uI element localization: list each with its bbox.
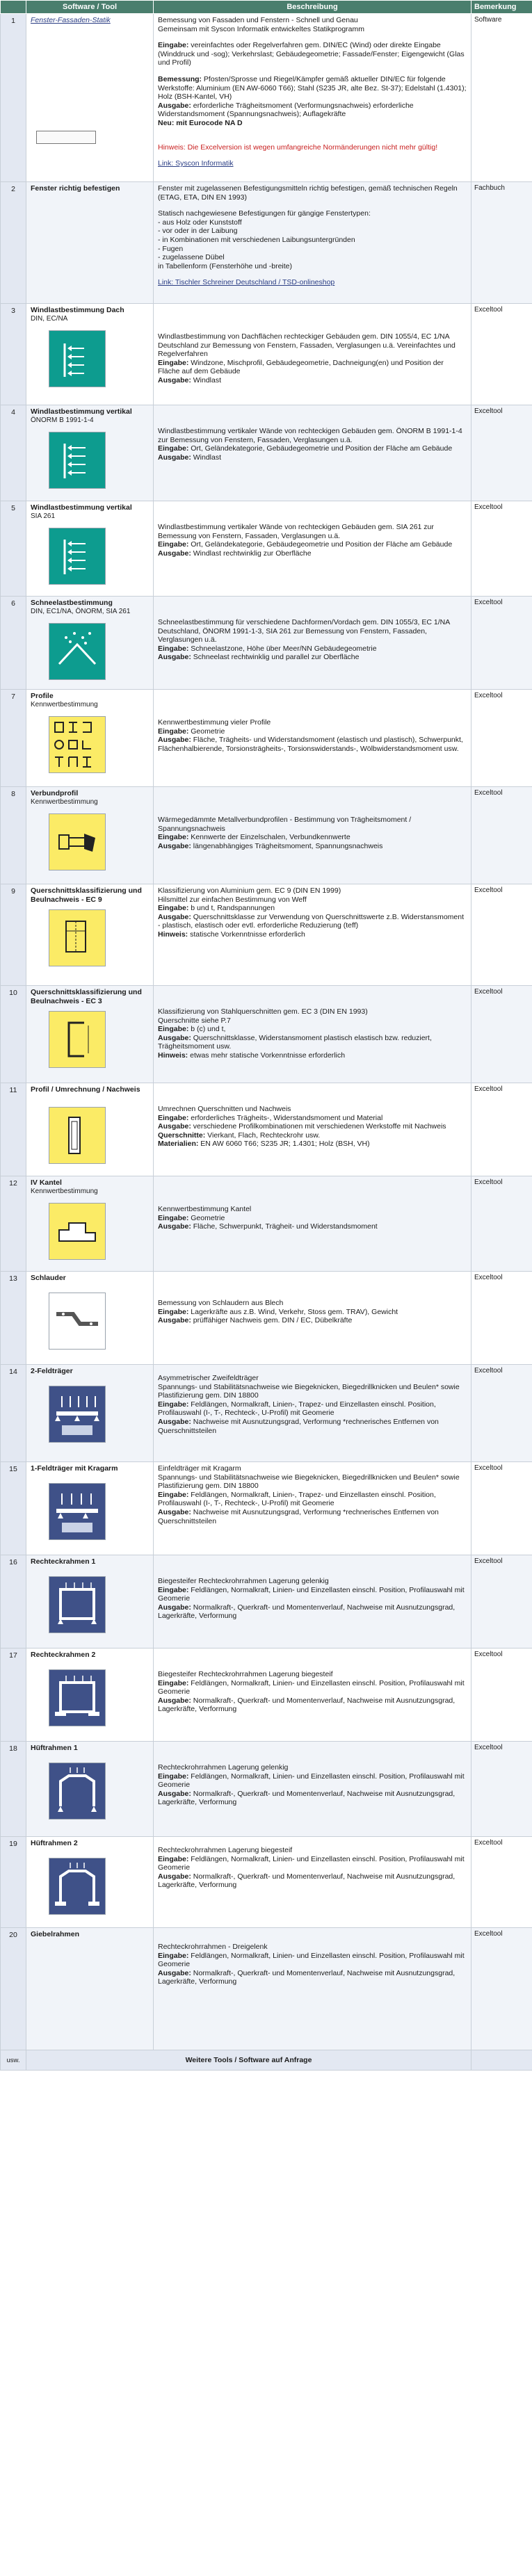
rect-frame-1-thumbnail[interactable] xyxy=(49,1576,106,1633)
hip-frame-2-thumbnail[interactable] xyxy=(49,1858,106,1915)
wind-vertical-thumbnail[interactable] xyxy=(49,432,106,489)
desc-block: Wärmegedämmte Metallverbundprofilen - Bestimmung von Trägheitsmoment / Spannungsnachweis Eingabe: Kennwerte der Einzelschalen, Verbundkennwerte Ausgabe: längenabhängiges Trägheitsmoment, Spannungsnachweis xyxy=(158,816,412,850)
tool-title: Rechteckrahmen 2 xyxy=(31,1651,96,1659)
composite-profile-thumbnail[interactable] xyxy=(49,813,106,870)
table-row xyxy=(1,1837,532,1928)
description-cell xyxy=(154,884,471,986)
tool-cell xyxy=(26,884,154,986)
row-number: 15 xyxy=(1,1462,26,1555)
tool-title: Verbundprofil xyxy=(31,789,79,797)
table-row xyxy=(1,597,532,690)
description-cell xyxy=(154,1837,471,1928)
kantel-thumbnail[interactable] xyxy=(49,1203,106,1260)
tool-title: Hüftrahmen 1 xyxy=(31,1744,78,1752)
row-number: 6 xyxy=(1,597,26,690)
footer-row xyxy=(1,2050,532,2071)
footer-empty xyxy=(471,2050,532,2071)
header-tool: Software / Tool xyxy=(26,1,154,14)
tool-cell xyxy=(26,1837,154,1928)
table-row xyxy=(1,501,532,597)
remark-cell: Exceltool xyxy=(471,1365,532,1462)
header-remark: Bemerkung xyxy=(471,1,532,14)
tool-cell xyxy=(26,597,154,690)
tool-cell xyxy=(26,1083,154,1176)
desc-block: Rechteckrohrrahmen Lagerung biegesteif Eingabe: Feldlängen, Normalkraft, Linien- und Einzellasten einschl. Position, Profilauswahl mit Geomerie Ausgabe: Normalkraft-, Querkraft- und Momentenverlauf, Nachweise mit Ausnutzungsgrad, Lagerkräfte, Verformung xyxy=(158,1846,465,1890)
desc-block: Einfeldträger mit Kragarm Spannungs- und Stabilitätsnachweise wie Biegeknicken, Biegedrillknicken und Beulen* sowie Plastifizierung gem. DIN 18800 Eingabe: Feldlängen, Normalkraft, Linien-, Trapez- und Einzellasten einschl. Position, Profilauswahl (I-, T-, Rechteck-, U-Profil) mit Geomerie Ausgabe: Nachweise mit Ausnutzungsgrad, Verformung *rechnerisches Entfernen von Querschnittsteilen xyxy=(158,1464,460,1525)
table-row xyxy=(1,1928,532,2050)
table-row xyxy=(1,14,532,182)
description-cell xyxy=(154,304,471,405)
row-number: 12 xyxy=(1,1176,26,1272)
schlauder-thumbnail[interactable] xyxy=(49,1293,106,1350)
footer-text: Weitere Tools / Software auf Anfrage xyxy=(26,2050,471,2071)
remark-cell: Exceltool xyxy=(471,1555,532,1649)
table-row xyxy=(1,690,532,787)
desc-block: Schneelastbestimmung für verschiedene Dachformen/Vordach gem. DIN 1055/3, EC 1/NA Deutschland, ÖNORM 1991-1-3, SIA 261 zur Bemessung von Fenstern, Fassaden, Verglasungen u.ä. Eingabe: Schneelastzone, Höhe über Meer/NN Gebäudegeometrie Ausgabe: Schneelast rechtwinklig und parallel zur Oberfläche xyxy=(158,618,450,662)
desc-block: Umrechnen Querschnitten und Nachweis Eingabe: erforderliches Trägheits-, Widerstandsmoment und Material Ausgabe: verschiedene Profilkombinationen mit verschiedenen Werkstoffe mit Nachweis Querschnitte: Vierkant, Flach, Rechteckrohr usw. Materialien: EN AW 6060 T66; S235 JR; 1.4301; Holz (BSH, VH) xyxy=(158,1105,446,1149)
description-cell xyxy=(154,1742,471,1837)
tool-title: Fenster richtig befestigen xyxy=(31,184,120,193)
description-cell xyxy=(154,1462,471,1555)
description-cell xyxy=(154,182,471,304)
description-cell xyxy=(154,597,471,690)
remark-cell: Exceltool xyxy=(471,1742,532,1837)
desc-block: Windlastbestimmung vertikaler Wände von rechteckigen Gebäuden gem. SIA 261 zur Bemessung von Fenstern, Fassaden, Verglasungen u.ä. Eingabe: Ort, Geländekategorie, Gebäudegeometrie und Position der Fläche am Gebäude Ausgabe: Windlast rechtwinklig zur Oberfläche xyxy=(158,523,453,558)
profile-conversion-thumbnail[interactable] xyxy=(49,1107,106,1164)
snow-load-thumbnail[interactable] xyxy=(49,623,106,680)
row-number: 16 xyxy=(1,1555,26,1649)
remark-cell: Exceltool xyxy=(471,501,532,597)
warning-note: Hinweis: Die Excelversion ist wegen umfangreiche Normänderungen nicht mehr gültig! xyxy=(158,143,438,152)
header-row xyxy=(1,1,532,14)
row-number: 8 xyxy=(1,787,26,884)
hip-frame-1-thumbnail[interactable] xyxy=(49,1763,106,1820)
tool-cell xyxy=(26,405,154,501)
tool-title: Profile xyxy=(31,692,54,700)
desc-block: Rechteckrohrrahmen Lagerung gelenkig Eingabe: Feldlängen, Normalkraft, Linien- und Einzellasten einschl. Position, Profilauswahl mit Geomerie Ausgabe: Normalkraft-, Querkraft- und Momentenverlauf, Nachweise mit Ausnutzungsgrad, Lagerkräfte, Verformung xyxy=(158,1763,465,1807)
remark-cell: Exceltool xyxy=(471,597,532,690)
table-row xyxy=(1,1272,532,1365)
remark-cell: Exceltool xyxy=(471,304,532,405)
remark-cell: Exceltool xyxy=(471,1462,532,1555)
row-number: 14 xyxy=(1,1365,26,1462)
rect-frame-2-thumbnail[interactable] xyxy=(49,1669,106,1726)
table-row xyxy=(1,1742,532,1837)
remark-cell: Exceltool xyxy=(471,884,532,986)
remark-cell: Exceltool xyxy=(471,986,532,1083)
remark-cell: Exceltool xyxy=(471,1837,532,1928)
description-cell xyxy=(154,1365,471,1462)
desc-block: Klassifizierung von Stahlquerschnitten gem. EC 3 (DIN EN 1993) Querschnitte siehe P.7 Eingabe: b (c) und t, Ausgabe: Querschnittsklasse, Widerstansmoment plastisch elastisch bzw. reduziert, Trägheitsmoment usw. Hinweis: etwas mehr statische Vorkenntnisse erforderlich xyxy=(158,1007,432,1060)
tool-title: Schneelastbestimmung xyxy=(31,599,113,607)
row-number: 18 xyxy=(1,1742,26,1837)
tool-title: 1-Feldträger mit Kragarm xyxy=(31,1464,118,1473)
tool-title: Rechteckrahmen 1 xyxy=(31,1557,96,1566)
desc-block: Biegesteifer Rechteckrohrrahmen Lagerung gelenkig Eingabe: Feldlängen, Normalkraft, Linien- und Einzellasten einschl. Position, Profilauswahl mit Geomerie Ausgabe: Normalkraft-, Querkraft- und Momentenverlauf, Nachweise mit Ausnutzungsgrad, Lagerkräfte, Verformung xyxy=(158,1577,465,1621)
tool-cell xyxy=(26,1555,154,1649)
description-cell xyxy=(154,1928,471,2050)
remark-cell: Software xyxy=(471,14,532,182)
desc-line: Eingabe: vereinfachtes oder Regelverfahren gem. DIN/EC (Wind) oder direkte Eingabe (Winddruck und -sog); Verkehrslast; Gebäudegeometrie; Fassade/Fenster; Eigengewicht (Glas und Profil) xyxy=(158,41,465,67)
desc-block: Windlastbestimmung von Dachflächen rechteckiger Gebäuden gem. DIN 1055/4, EC 1/NA Deutschland zur Bemessung von Fenstern, Fassaden, Verglasungen u.ä. Vereinfachtes und Regelverfahren Eingabe: Windzone, Mischprofil, Gebäudegeometrie, Dachneigung(en) und Position der Fläche auf dem Gebäude Ausgabe: Windlast xyxy=(158,332,456,384)
remark-cell: Fachbuch xyxy=(471,182,532,304)
tool-title-link[interactable]: Fenster-Fassaden-Statik xyxy=(31,16,111,24)
remark-cell: Exceltool xyxy=(471,1649,532,1742)
remark-cell: Exceltool xyxy=(471,1928,532,2050)
description-cell xyxy=(154,986,471,1083)
two-span-beam-thumbnail[interactable] xyxy=(49,1386,106,1443)
table-row xyxy=(1,1176,532,1272)
description-cell xyxy=(154,787,471,884)
desc-block: Windlastbestimmung vertikaler Wände von rechteckigen Gebäuden gem. ÖNORM B 1991-1-4 zur Bemessung von Fenstern, Fassaden, Verglasungen u.ä. Eingabe: Ort, Geländekategorie, Gebäudegeometrie und Position der Fläche am Gebäude Ausgabe: Windlast xyxy=(158,427,462,462)
tsd-link[interactable]: Link: Tischler Schreiner Deutschland / TSD-onlineshop xyxy=(158,278,335,287)
tool-title: Hüftrahmen 2 xyxy=(31,1839,78,1847)
row-number: 17 xyxy=(1,1649,26,1742)
description-cell xyxy=(154,1649,471,1742)
wind-roof-thumbnail[interactable] xyxy=(49,330,106,387)
header-desc: Beschreibung xyxy=(154,1,471,14)
row-number: 3 xyxy=(1,304,26,405)
footer-num: usw. xyxy=(1,2050,26,2071)
desc-block: Asymmetrischer Zweifeldträger Spannungs- und Stabilitätsnachweise wie Biegeknicken, Biegedrillknicken und Beulen* sowie Plastifizierung gem. DIN 18800 Eingabe: Feldlängen, Normalkraft, Linien-, Trapez- und Einzellasten einschl. Position, Profilauswahl (I-, T-, Rechteck-, U-Profil) mit Geomerie Ausgabe: Nachweise mit Ausnutzungsgrad, Verformung *rechnerisches Entfernen von Querschnittsteilen xyxy=(158,1374,460,1435)
cantilever-beam-thumbnail[interactable] xyxy=(49,1483,106,1540)
tool-cell xyxy=(26,1928,154,2050)
table-row xyxy=(1,1555,532,1649)
tool-cell xyxy=(26,1176,154,1272)
download-button[interactable] xyxy=(36,131,96,144)
tool-title: Schlauder xyxy=(31,1274,66,1282)
description-cell xyxy=(154,690,471,787)
remark-cell: Exceltool xyxy=(471,787,532,884)
remark-cell: Exceltool xyxy=(471,690,532,787)
tool-title: Querschnittsklassifizierung und Beulnachweis - EC 3 xyxy=(31,988,142,1005)
description-cell xyxy=(154,14,471,182)
tool-cell xyxy=(26,787,154,884)
tool-title: Windlastbestimmung Dach xyxy=(31,306,124,314)
row-number: 11 xyxy=(1,1083,26,1176)
desc-block: Biegesteifer Rechteckrohrrahmen Lagerung biegesteif Eingabe: Feldlängen, Normalkraft, Linien- und Einzellasten einschl. Position, Profilauswahl mit Geomerie Ausgabe: Normalkraft-, Querkraft- und Momentenverlauf, Nachweise mit Ausnutzungsgrad, Lagerkräfte, Verformung xyxy=(158,1670,465,1714)
tool-title: Profil / Umrechnung / Nachweis xyxy=(31,1085,140,1094)
desc-line: Bemessung von Fassaden und Fenstern - Schnell und Genau Gemeinsam mit Syscon Informatik entwickeltes Statikprogramm xyxy=(158,16,365,33)
tool-subtitle: ÖNORM B 1991-1-4 xyxy=(31,416,94,424)
description-cell xyxy=(154,1272,471,1365)
tool-subtitle: DIN, EC/NA xyxy=(31,314,68,323)
table-row xyxy=(1,1083,532,1176)
row-number: 19 xyxy=(1,1837,26,1928)
tool-cell xyxy=(26,1462,154,1555)
tool-cell xyxy=(26,501,154,597)
remark-cell: Exceltool xyxy=(471,1083,532,1176)
profile-shapes-thumbnail[interactable] xyxy=(49,716,106,773)
header-num xyxy=(1,1,26,14)
tool-cell xyxy=(26,1649,154,1742)
row-number: 2 xyxy=(1,182,26,304)
description-cell xyxy=(154,501,471,597)
tool-cell xyxy=(26,1272,154,1365)
desc-block: Bemessung von Schlaudern aus Blech Eingabe: Lagerkräfte aus z.B. Wind, Verkehr, Stoss gem. TRAV), Gewicht Ausgabe: prüffähiger Nachweis gem. DIN / EC, Dübelkräfte xyxy=(158,1299,398,1325)
desc-list: Statisch nachgewiesene Befestigungen für gängige Fenstertypen: - aus Holz oder Kunststoff - vor oder in der Laibung - in Kombinationen mit verschiedenen Laibungsuntergründen - Fugen - zugelassene Dübel in Tabellenform (Fensterhöhe und -breite) xyxy=(158,209,371,270)
tool-cell xyxy=(26,182,154,304)
remark-cell: Exceltool xyxy=(471,405,532,501)
table-row xyxy=(1,182,532,304)
tool-subtitle: SIA 261 xyxy=(31,512,56,520)
desc-block: Kennwertbestimmung Kantel Eingabe: Geometrie Ausgabe: Fläche, Schwerpunkt, Trägheit- und Widerstandsmoment xyxy=(158,1205,378,1231)
desc-block: Rechteckrohrrahmen - Dreigelenk Eingabe: Feldlängen, Normalkraft, Linien- und Einzellasten einschl. Position, Profilauswahl mit Geomerie Ausgabe: Normalkraft-, Querkraft- und Momentenverlauf, Nachweise mit Ausnutzungsgrad, Lagerkräfte, Verformung xyxy=(158,1943,465,1986)
desc-syscon-line: Gemeinsam mit Syscon Informatik entwickeltes Statikprogramm xyxy=(158,24,365,33)
desc-block: Kennwertbestimmung vieler Profile Eingabe: Geometrie Ausgabe: Fläche, Trägheits- und Widerstandsmoment (elastisch und plastisch), Schwerpunkt, Flächenhalbierende, Torsionsträgheits-, Torsionswiderstands-, Wölbwiderstandsmoment usw. xyxy=(158,718,463,753)
table-row xyxy=(1,1462,532,1555)
tool-title: Querschnittsklassifizierung und Beulnachweis - EC 9 xyxy=(31,886,142,904)
row-number: 4 xyxy=(1,405,26,501)
row-number: 9 xyxy=(1,884,26,986)
tool-title: 2-Feldträger xyxy=(31,1367,73,1375)
tool-subtitle: DIN, EC1/NA, ÖNORM, SIA 261 xyxy=(31,607,131,615)
description-cell xyxy=(154,1083,471,1176)
tool-title: Giebelrahmen xyxy=(31,1930,80,1938)
tool-cell xyxy=(26,690,154,787)
tool-cell xyxy=(26,14,154,182)
table-row xyxy=(1,405,532,501)
tool-title: IV Kantel xyxy=(31,1178,62,1187)
syscon-link[interactable]: Link: Syscon Informatik xyxy=(158,159,234,168)
classification-ec3-thumbnail[interactable] xyxy=(49,1011,106,1068)
desc-line: Fenster mit zugelassenen Befestigungsmitteln richtig befestigen, gemäß technischen Regeln (ETAG, ETA, DIN EN 1993) xyxy=(158,184,458,202)
description-cell xyxy=(154,1176,471,1272)
tool-title: Windlastbestimmung vertikal xyxy=(31,407,132,416)
desc-line: Bemessung: Pfosten/Sprosse und Riegel/Kämpfer gemäß aktueller DIN/EC für folgende Werkstoffe: Aluminium (EN AW-6060 T66); Stahl (S235 JR, alte Bez. St-37); Edelstahl (1.4301); Holz (BSH-Kantel, VH) Ausgabe: erforderliche Trägheitsmoment (Verformungsnachweis) erforderliche Widerstandsmoment (Spannungsnachweis); Auflagekräfte Neu: mit Eurocode NA D xyxy=(158,74,467,127)
remark-cell: Exceltool xyxy=(471,1176,532,1272)
remark-cell: Exceltool xyxy=(471,1272,532,1365)
table-row xyxy=(1,1649,532,1742)
tool-subtitle: Kennwertbestimmung xyxy=(31,700,98,708)
table-row xyxy=(1,884,532,986)
tool-title: Windlastbestimmung vertikal xyxy=(31,503,132,512)
row-number: 10 xyxy=(1,986,26,1083)
tool-subtitle: Kennwertbestimmung xyxy=(31,797,98,806)
row-number: 1 xyxy=(1,14,26,182)
description-cell xyxy=(154,1555,471,1649)
table-row xyxy=(1,986,532,1083)
row-number: 5 xyxy=(1,501,26,597)
tool-cell xyxy=(26,1742,154,1837)
table-row xyxy=(1,1365,532,1462)
tool-subtitle: Kennwertbestimmung xyxy=(31,1187,98,1195)
tool-cell xyxy=(26,304,154,405)
table-row xyxy=(1,304,532,405)
row-number: 20 xyxy=(1,1928,26,2050)
description-cell xyxy=(154,405,471,501)
classification-ec9-thumbnail[interactable] xyxy=(49,909,106,966)
row-number: 13 xyxy=(1,1272,26,1365)
wind-sia-thumbnail[interactable] xyxy=(49,528,106,585)
desc-block: Klassifizierung von Aluminium gem. EC 9 (DIN EN 1999) Hilsmittel zur einfachen Bestimmung von Weff Eingabe: b und t, Randspannungen Ausgabe: Querschnittsklasse zur Verwendung von Querschnittswerte z.B. Widerstansmoment - plastisch, elastisch oder evtl. erforderliche Reduzierung (teff) Hinweis: statische Vorkenntnisse erforderlich xyxy=(158,886,465,939)
row-number: 7 xyxy=(1,690,26,787)
tool-cell xyxy=(26,1365,154,1462)
tool-cell xyxy=(26,986,154,1083)
table-row xyxy=(1,787,532,884)
